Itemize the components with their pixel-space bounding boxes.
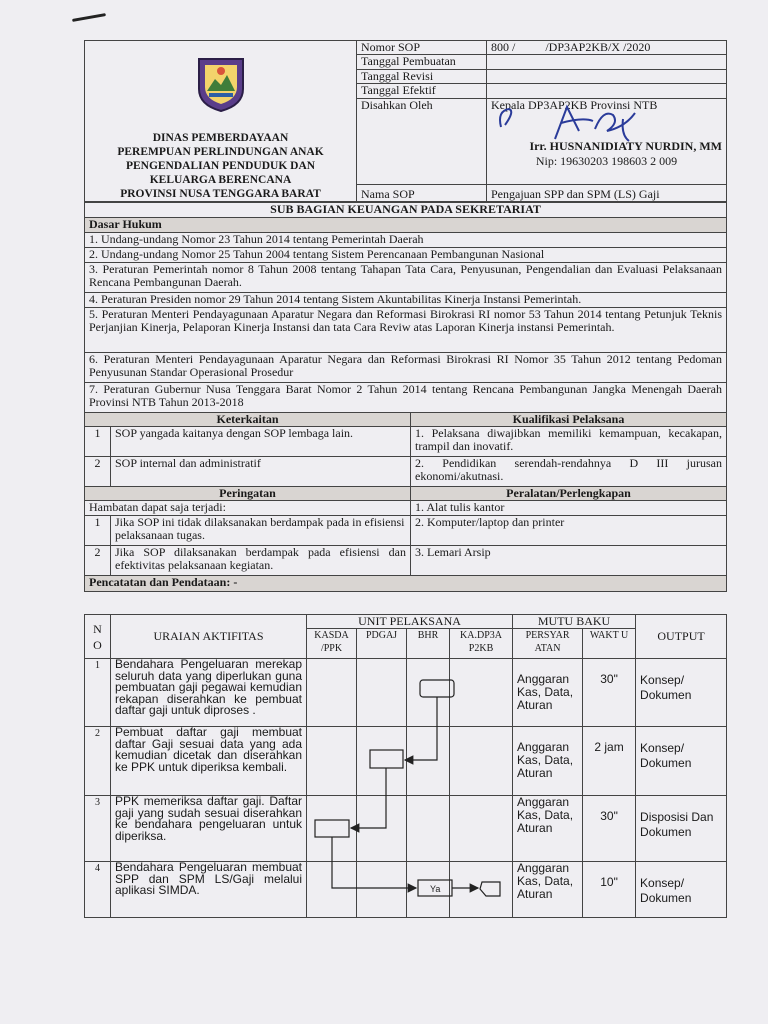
kualifikasi-text: 1. Pelaksana diwajibkan memiliki kemampuan, kecakapan, trampil dan inovatif. xyxy=(411,427,727,457)
dasar-hukum-item: 1. Undang-undang Nomor 23 Tahun 2014 tentang Pemerintah Daerah xyxy=(85,233,727,248)
mutu-persyaratan: PERSYAR ATAN xyxy=(513,629,583,659)
mutu-baku-title: MUTU BAKU xyxy=(513,615,636,629)
flow-activity: Bendahara Pengeluaran membuat SPP dan SPM LS/Gaji melalui aplikasi SIMDA. xyxy=(111,862,307,918)
peringatan-no: 2 xyxy=(85,546,111,576)
peralatan-title: Peralatan/Perlengkapan xyxy=(411,487,727,501)
peralatan-item: 3. Lemari Arsip xyxy=(411,546,727,576)
signer-nip: Nip: 19630203 198603 2 009 xyxy=(535,153,678,168)
agency-name: DINAS PEMBERDAYAAN PEREMPUAN PERLINDUNGAN ANAK PENGENDALIAN PENDUDUK DAN KELUARGA BERENCANA PROVINSI NUSA TENGGARA BARAT xyxy=(117,132,324,200)
peringatan-intro: Hambatan dapat saja terjadi: xyxy=(85,501,411,516)
peringatan-text: Jika SOP ini tidak dilaksanakan berdampak pada in efisiensi pelaksanaan tugas. xyxy=(111,516,411,546)
peralatan-item: 1. Alat tulis kantor xyxy=(411,501,727,516)
pencatatan-title: Pencatatan dan Pendataan: - xyxy=(85,576,727,592)
flow-arrow xyxy=(351,768,386,828)
flow-activity: Pembuat daftar gaji membuat daftar Gaji sesuai data yang ada kemudian dicetak dan diserahkan ke PPK untuk diperiksa kembali. xyxy=(111,727,307,796)
tanggal-pembuatan-label: Tanggal Pembuatan xyxy=(357,55,487,69)
flow-waktu: 30" xyxy=(583,796,636,862)
flow-row-no: 4 xyxy=(85,862,111,918)
flow-persyaratan: Anggaran Kas, Data, Aturan xyxy=(513,862,583,918)
dasar-hukum-title: Dasar Hukum xyxy=(85,218,727,233)
tanggal-revisi-label: Tanggal Revisi xyxy=(357,69,487,83)
document-shape xyxy=(480,882,500,896)
flow-activity: Bendahara Pengeluaran merekap seluruh data yang diperlukan guna pembuatan gaji pegawai kemudian rekapan diserahkan ke pembuat daftar gaji untuk diproses . xyxy=(111,659,307,727)
keterkaitan-no: 2 xyxy=(85,457,111,487)
col-output: OUTPUT xyxy=(636,615,727,659)
flow-persyaratan: Anggaran Kas, Data, Aturan xyxy=(513,796,583,862)
keterkaitan-title: Keterkaitan xyxy=(85,413,411,427)
keterkaitan-text: SOP internal dan administratif xyxy=(111,457,411,487)
flow-persyaratan: Anggaran Kas, Data, Aturan xyxy=(513,659,583,727)
unit-bhr: BHR xyxy=(407,629,450,659)
keterkaitan-text: SOP yangada kaitanya dengan SOP lembaga lain. xyxy=(111,427,411,457)
signer-title: Kepala DP3AP2KB Provinsi NTB xyxy=(491,97,658,112)
flow-output: Konsep/ Dokumen xyxy=(636,727,727,796)
flow-output: Disposisi Dan Dokumen xyxy=(636,796,727,862)
mutu-waktu: WAKT U xyxy=(583,629,636,659)
flow-row-no: 3 xyxy=(85,796,111,862)
col-uraian: URAIAN AKTIFITAS xyxy=(111,615,307,659)
tanggal-efektif-label: Tanggal Efektif xyxy=(357,84,487,98)
dasar-hukum-item: 6. Peraturan Menteri Pendayagunaan Aparatur Negara dan Reformasi Birokrasi RI Nomor 35 Tahun 2012 tentang Pedoman Penyusunan Standar Operasional Prosedur xyxy=(85,353,727,383)
dasar-hukum-item: 7. Peraturan Gubernur Nusa Tenggara Barat Nomor 2 Tahun 2014 tentang Rencana Pembangunan Jangka Menengah Daerah Provinsi NTB Tahun 2013-2018 xyxy=(85,383,727,413)
dasar-hukum-item: 4. Peraturan Presiden nomor 29 Tahun 2014 tentang Sistem Akuntabilitas Kinerja Instansi Pemerintah. xyxy=(85,293,727,308)
flow-output: Konsep/ Dokumen xyxy=(636,862,727,918)
kualifikasi-title: Kualifikasi Pelaksana xyxy=(411,413,727,427)
section-title: SUB BAGIAN KEUANGAN PADA SEKRETARIAT xyxy=(85,203,727,218)
flow-arrow xyxy=(405,697,437,760)
process-box-1 xyxy=(420,680,454,697)
peringatan-no: 1 xyxy=(85,516,111,546)
nomor-sop-value: 800 / /DP3AP2KB/X /2020 xyxy=(487,41,727,55)
process-box-3 xyxy=(315,820,349,837)
flow-waktu: 2 jam xyxy=(583,727,636,796)
dasar-hukum-item: 3. Peraturan Pemerintah nomor 8 Tahun 2008 tentang Tahapan Tata Cara, Penyusunan, Pengendalian dan Evaluasi Pelaksanaan Rencana Pembangunan Daerah. xyxy=(85,263,727,293)
flow-arrow xyxy=(332,837,416,888)
peringatan-text: Jika SOP dilaksanakan berdampak pada efisiensi dan efektivitas pelaksanaan kegiatan. xyxy=(111,546,411,576)
dasar-hukum-item: 2. Undang-undang Nomor 25 Tahun 2004 tentang Sistem Perencanaan Pembangunan Nasional xyxy=(85,248,727,263)
unit-kasda-ppk: KASDA /PPK xyxy=(307,629,357,659)
col-no: N O xyxy=(85,615,111,659)
flow-persyaratan: Anggaran Kas, Data, Aturan xyxy=(513,727,583,796)
peringatan-title: Peringatan xyxy=(85,487,411,501)
dasar-hukum-item: 5. Peraturan Menteri Pendayagunaan Aparatur Negara dan Reformasi Birokrasi RI nomor 53 Tahun 2014 tentang Petunjuk Teknis Perjanjian Kinerja, Pelaporan Kinerja Instansi dan tata Cara Reviw atas Laporan Kinerja instansi Pemerintah. xyxy=(85,308,727,353)
keterkaitan-no: 1 xyxy=(85,427,111,457)
disahkan-label: Disahkan Oleh xyxy=(357,98,487,185)
peralatan-item: 2. Komputer/laptop dan printer xyxy=(411,516,727,546)
process-box-2 xyxy=(370,750,403,768)
nama-sop-label: Nama SOP xyxy=(357,185,487,202)
nomor-sop-label: Nomor SOP xyxy=(357,41,487,55)
flow-activity: PPK memeriksa daftar gaji. Daftar gaji yang sudah sesuai diserahkan ke bendahara pengeluaran untuk diperiksa. xyxy=(111,796,307,862)
kualifikasi-text: 2. Pendidikan serendah-rendahnya D III jurusan ekonomi/akutnasi. xyxy=(411,457,727,487)
flow-row-no: 2 xyxy=(85,727,111,796)
flow-waktu: 10" xyxy=(583,862,636,918)
signer-name: Irr. HUSNANIDIATY NURDIN, MM xyxy=(529,138,722,153)
flow-output: Konsep/ Dokumen xyxy=(636,659,727,727)
unit-pdgaj: PDGAJ xyxy=(357,629,407,659)
nama-sop-value: Pengajuan SPP dan SPM (LS) Gaji xyxy=(487,185,727,202)
unit-kadinas: KA.DP3A P2KB xyxy=(450,629,513,659)
flow-row-no: 1 xyxy=(85,659,111,727)
ya-label: Ya xyxy=(430,884,441,894)
flow-waktu: 30" xyxy=(583,659,636,727)
unit-pelaksana-title: UNIT PELAKSANA xyxy=(307,615,513,629)
